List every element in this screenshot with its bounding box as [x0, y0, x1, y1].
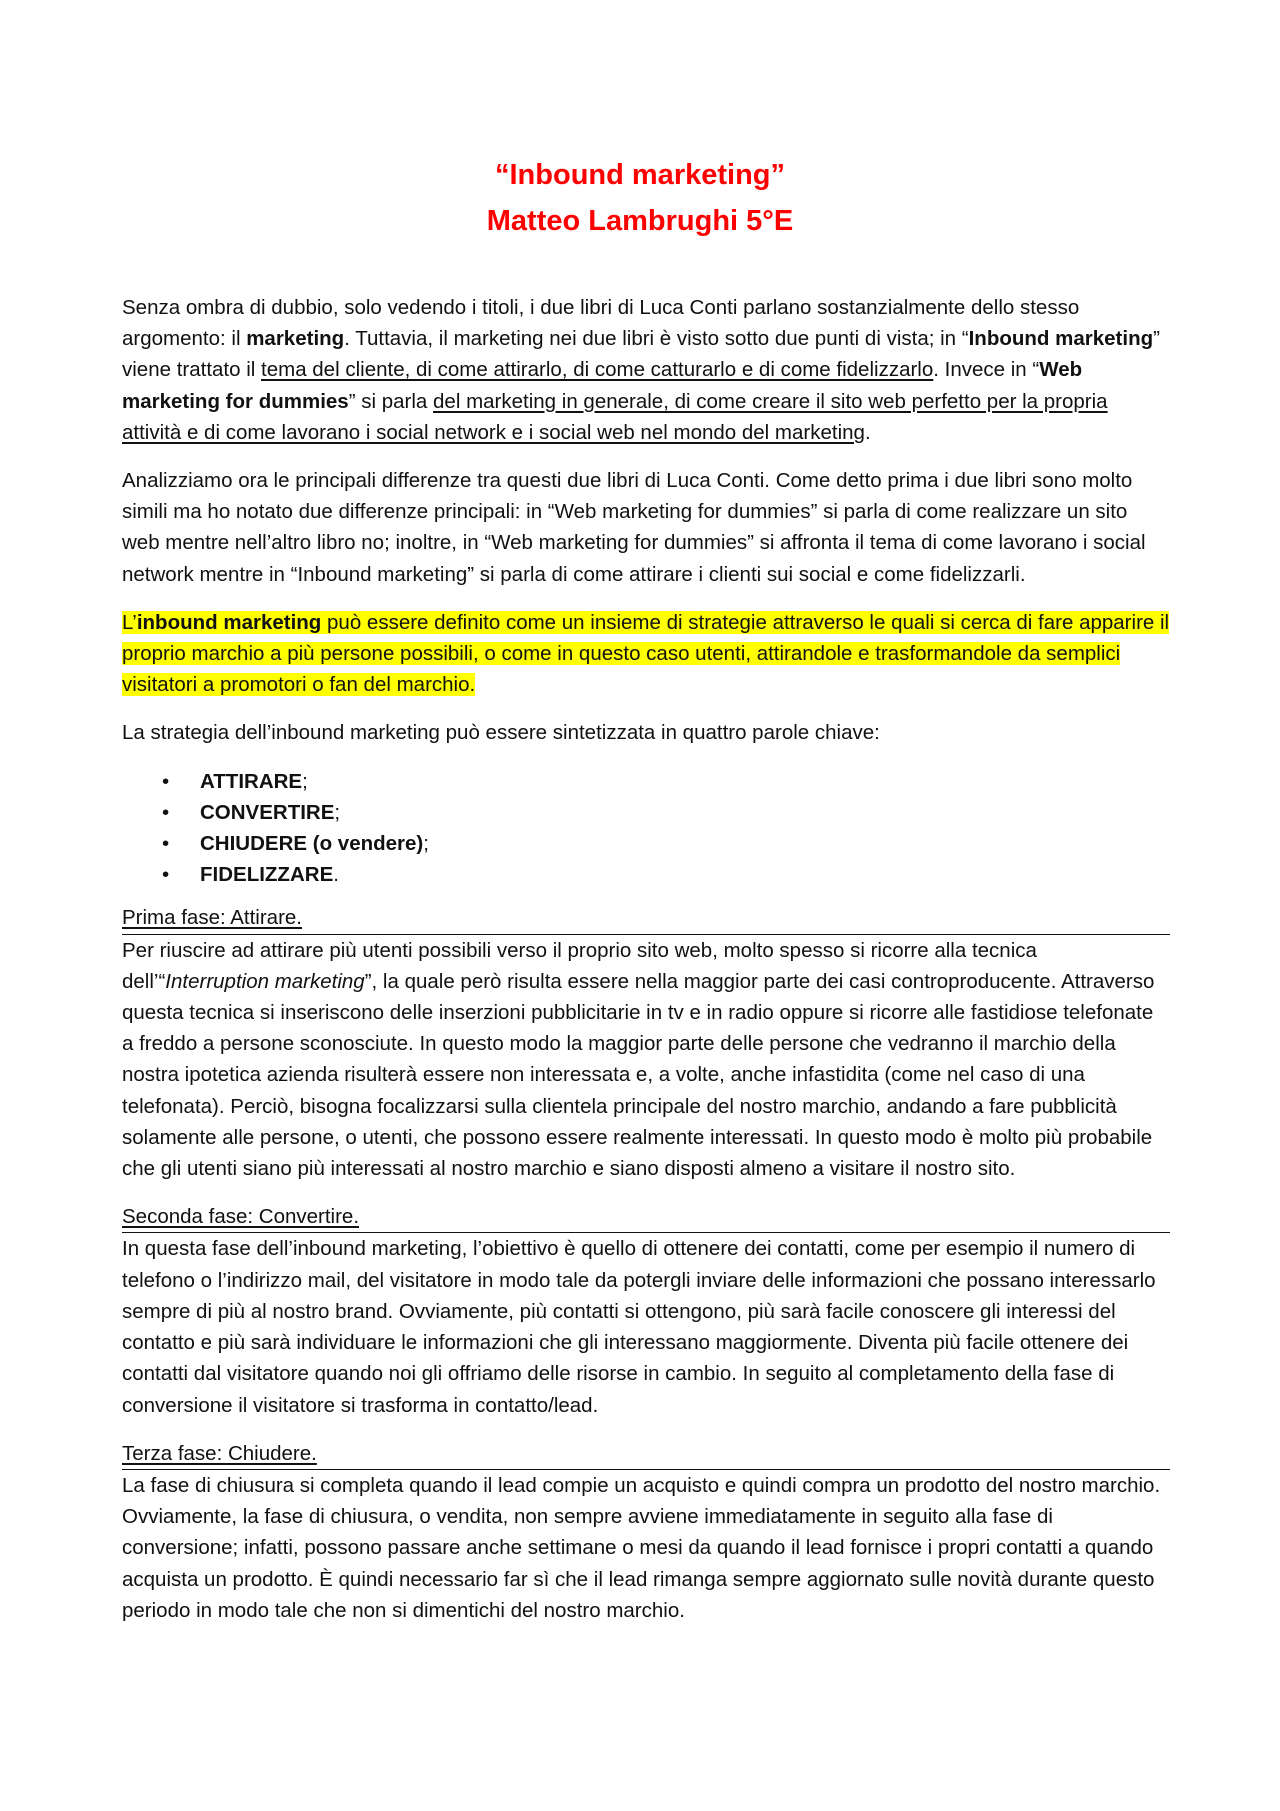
text-run: può essere definito come un insieme di strategie attraverso le quali si cerca di fare apparire il proprio marchio a più persone possibili, o come in questo caso utenti, attirandole e trasformandole da semplici visitatori a promotori o fan del marchio.: [122, 610, 1170, 697]
phase-1-heading: [122, 902, 1170, 934]
phase-1-text: [122, 935, 1170, 1185]
title-line-2-author: Matteo Lambrughi 5°E: [486, 205, 794, 237]
text-run: .: [864, 420, 871, 444]
list-item: [122, 766, 1170, 797]
text-run: . Tuttavia, il marketing nei due libri è visto sotto due punti di vista; in “: [344, 327, 969, 351]
italic-run: Interruption marketing: [165, 969, 365, 993]
text-run: Per riuscire ad attirare più utenti possibili verso il proprio sito web, molto spesso si ricorre alla tecnica dell’“: [122, 938, 1037, 993]
text-run: ” si parla: [348, 389, 434, 413]
keyword: FIDELIZZARE: [200, 863, 334, 887]
underlined-run: del marketing in generale, di come creare il sito web perfetto per la propria attività e di come lavorano i social network e i social web nel mondo del marketing: [122, 389, 1108, 444]
bullet-icon: •: [162, 863, 170, 887]
phase-3-text: La fase di chiusura si completa quando il lead compie un acquisto e quindi compra un prodotto del nostro marchio. Ovviamente, la fase di chiusura, o vendita, non sempre avviene immediatamente in seguito alla fase di conversione; infatti, possono passare anche settimane o mesi da quando il lead fornisce i propri contatti a quando acquista un prodotto. È quindi necessario far sì che il lead rimanga sempre aggiornato sulle novità durante questo periodo in modo tale che non si dimentichi del nostro marchio.: [122, 1473, 1161, 1622]
keyword: CONVERTIRE: [200, 800, 335, 824]
bullet-icon: •: [162, 832, 170, 856]
heading-text: Terza fase: Chiudere.: [122, 1441, 317, 1465]
phase-3-heading: [122, 1438, 1170, 1470]
paragraph-intro: [122, 292, 1170, 448]
phase-2-heading: [122, 1201, 1170, 1233]
punctuation: .: [333, 863, 339, 887]
list-item: [122, 828, 1170, 859]
bold-run: Inbound marketing: [968, 327, 1154, 351]
paragraph-strategy-intro: La strategia dell’inbound marketing può essere sintetizzata in quattro parole chiave:: [122, 721, 880, 745]
paragraph-definition-highlighted: [122, 607, 1170, 701]
heading-text: Prima fase: Attirare.: [122, 906, 303, 930]
text-run: ” viene trattato il: [122, 327, 1160, 382]
bold-run: marketing: [246, 327, 345, 351]
heading-text: Seconda fase: Convertire.: [122, 1205, 360, 1229]
punctuation: ;: [334, 800, 341, 824]
bold-run: Web marketing for dummies: [122, 358, 1083, 413]
underlined-run: tema del cliente, di come attirarlo, di come catturarlo e di come fidelizzarlo: [261, 358, 934, 382]
document-body: [122, 292, 1170, 1643]
highlight-run: [122, 611, 1169, 696]
text-run: Senza ombra di dubbio, solo vedendo i titoli, i due libri di Luca Conti parlano sostanzialmente dello stesso argomento: il: [122, 296, 1080, 351]
bullet-icon: •: [162, 800, 170, 824]
text-run: ”, la quale però risulta essere nella maggior parte dei casi controproducente. Attraverso questa tecnica si inseriscono delle inserzioni pubblicitarie in tv e in radio oppure si ricorre alle fastidiose telefonate a freddo a persone sconosciute. In questo modo la maggior parte delle persone che vedranno il marchio della nostra ipotetica azienda risulterà essere non interessata e, a volte, anche infastidita (come nel caso di una telefonata). Perciò, bisogna focalizzarsi sulla clientela principale del nostro marchio, andando a fare pubblicità solamente alle persone, o utenti, che possono essere realmente interessati. In questo modo è molto più probabile che gli utenti siano più interessati al nostro marchio e siano disposti almeno a visitare il nostro sito.: [122, 969, 1155, 1181]
list-item: [122, 859, 1170, 890]
bold-run: inbound marketing: [136, 610, 322, 634]
text-run: L’: [122, 610, 137, 634]
punctuation: ;: [423, 832, 429, 856]
list-item: [122, 797, 1170, 828]
keyword: ATTIRARE: [200, 769, 303, 793]
bullet-icon: •: [162, 769, 170, 793]
document-title: [0, 152, 1280, 244]
punctuation: ;: [302, 769, 308, 793]
keyword: CHIUDERE (o vendere): [200, 832, 424, 856]
keyword-list: [122, 766, 1170, 891]
phase-2-text: In questa fase dell’inbound marketing, l’obiettivo è quello di ottenere dei contatti, come per esempio il numero di telefono o l’indirizzo mail, del visitatore in modo tale da potergli inviare delle informazioni che possano interessarlo sempre di più al nostro brand. Ovviamente, più contatti si ottengono, più sarà facile conoscere gli interessi del contatto e più sarà individuare le informazioni che gli interessano maggiormente. Diventa più facile ottenere dei contatti dal visitatore quando noi gli offriamo delle risorse in cambio. In seguito al completamento della fase di conversione il visitatore si trasforma in contatto/lead.: [122, 1237, 1156, 1417]
title-line-1: “Inbound marketing”: [495, 159, 785, 191]
paragraph-differences: Analizziamo ora le principali differenze tra questi due libri di Luca Conti. Come detto prima i due libri sono molto simili ma ho notato due differenze principali: in “Web marketing for dummies” si parla di come realizzare un sito web mentre nell’altro libro no; inoltre, in “Web marketing for dummies” si affronta il tema di come lavorano i social network mentre in “Inbound marketing” si parla di come attirare i clienti sui social e come fidelizzarli.: [122, 469, 1146, 586]
text-run: . Invece in “: [933, 358, 1040, 382]
